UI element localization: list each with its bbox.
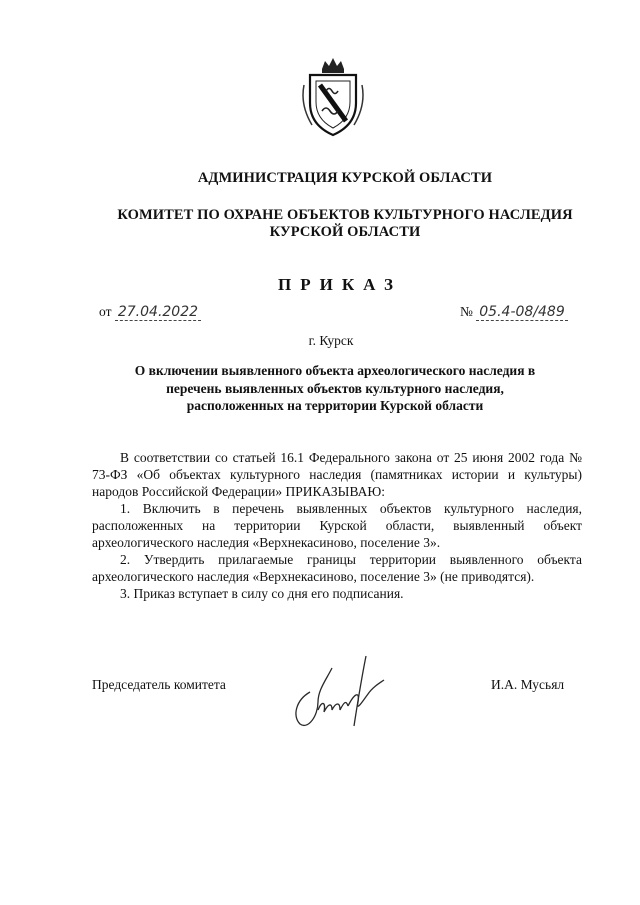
committee-title [25, 207, 640, 241]
administration-title: АДМИНИСТРАЦИЯ КУРСКОЙ ОБЛАСТИ [197, 170, 493, 186]
date-field [99, 304, 201, 320]
number-prefix: № [460, 304, 473, 319]
document-type-title: ПРИКАЗ [278, 275, 402, 294]
subject-line1: О включении выявленного объекта археологического наследия в [134, 363, 536, 378]
body-paragraph-item-2: 2. Утвердить прилагаемые границы территории выявленного объекта археологического наследия «Верхнекасиново, поселение 3» (не приводятся). [92, 552, 582, 584]
number-value: 05.4-08/489 [476, 304, 567, 321]
city-label: г. Курск [308, 333, 354, 348]
committee-title-line1: КОМИТЕТ ПО ОХРАНЕ ОБЪЕКТОВ КУЛЬТУРНОГО НАСЛЕДИЯ [117, 207, 573, 223]
signatory-name: И.А. Мусьял [491, 677, 565, 692]
signature-icon [288, 650, 408, 730]
body-paragraph-preamble: В соответствии со статьей 16.1 Федерального закона от 25 июня 2002 года № 73-ФЗ «Об объектах культурного наследия (памятниках истории и культуры) народов Российской Федерации» ПРИКАЗЫВАЮ: [92, 450, 582, 499]
body-paragraph-item-1: 1. Включить в перечень выявленных объектов культурного наследия, расположенных на территории Курской области, выявленный объект археологического наследия «Верхнекасиново, поселение 3». [92, 501, 582, 550]
order-subject [100, 362, 570, 415]
committee-title-line2: КУРСКОЙ ОБЛАСТИ [269, 224, 421, 240]
signatory-title: Председатель комитета [92, 677, 226, 692]
order-body [92, 449, 582, 602]
date-prefix: от [99, 304, 112, 319]
date-value: 27.04.2022 [115, 304, 201, 321]
coat-of-arms-icon [300, 55, 366, 137]
subject-line2: перечень выявленных объектов культурного наследия, [166, 380, 504, 396]
subject-line3: расположенных на территории Курской области [186, 398, 484, 413]
body-paragraph-item-3: 3. Приказ вступает в силу со дня его подписания. [120, 586, 404, 601]
number-field [460, 304, 568, 320]
